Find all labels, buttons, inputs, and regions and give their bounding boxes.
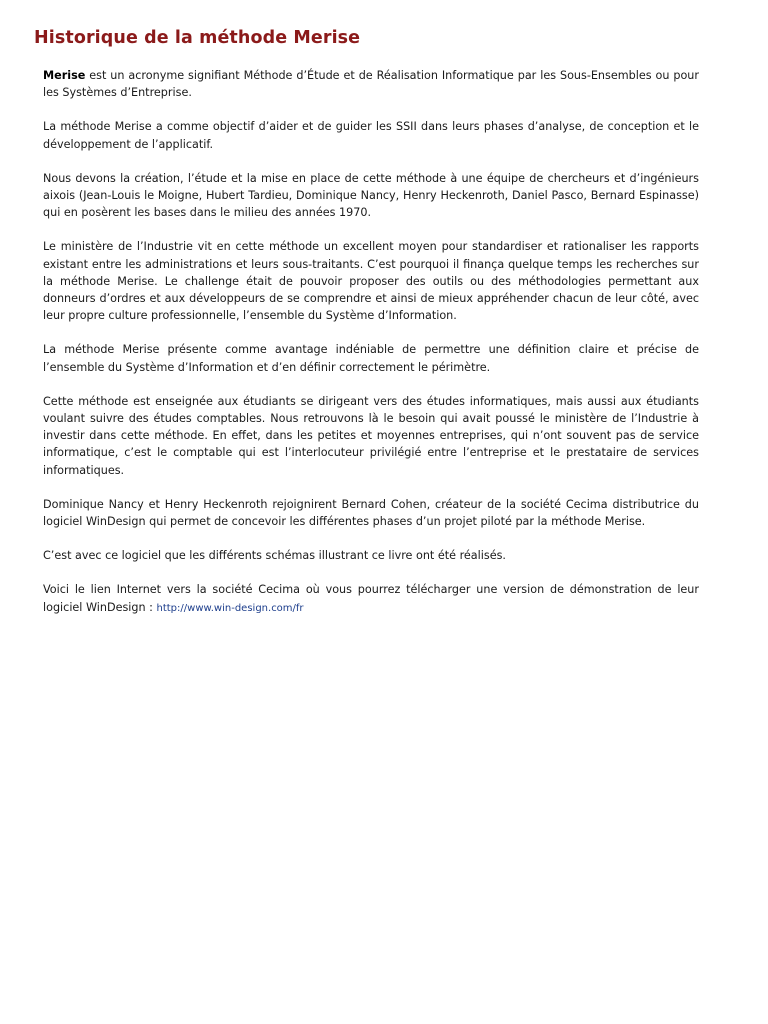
- paragraph-objective: [43, 118, 699, 152]
- paragraph-ministry: [43, 238, 699, 324]
- paragraph-text: Nous devons la création, l’étude et la mise en place de cette méthode à une équipe de chercheurs et d’ingénieurs aixois (Jean-Louis le Moigne, Hubert Tardieu, Dominique Nancy, Henry Heckenroth, Daniel Pasco, Bernard Espinasse) qui en posèrent les bases dans le milieu des années 1970.: [43, 171, 699, 220]
- paragraph-creation: [43, 170, 699, 222]
- paragraph-text: C’est avec ce logiciel que les différents schémas illustrant ce livre ont été réalisés.: [43, 549, 506, 563]
- paragraph-text: Le ministère de l’Industrie vit en cette méthode un excellent moyen pour standardiser et rationaliser les rapports existant entre les administrations et leurs sous-traitants. C’est pourquoi il finança quelque temps les recherches sur la méthode Merise. Le challenge était de pouvoir proposer des outils ou des méthodologies permettant aux donneurs d’ordres et aux développeurs de se comprendre et ainsi de mieux appréhender chacun de leur côté, avec leur propre culture professionnelle, l’ensemble du Système d’Information.: [43, 240, 699, 323]
- paragraph-definition: [43, 67, 699, 101]
- paragraph-text: Voici le lien Internet vers la société Cecima où vous pourrez télécharger une version de démonstration de leur logiciel WinDesign :: [43, 583, 699, 614]
- document-body: [43, 67, 699, 634]
- paragraph-windesign: [43, 496, 699, 530]
- paragraph-text: est un acronyme signifiant Méthode d’Étude et de Réalisation Informatique par les Sous-Ensembles ou pour les Systèmes d’Entreprise.: [43, 69, 699, 100]
- paragraph-text: La méthode Merise présente comme avantage indéniable de permettre une définition claire et précise de l’ensemble du Système d’Information et d’en définir correctement le périmètre.: [43, 343, 699, 374]
- paragraph-text: Dominique Nancy et Henry Heckenroth rejoignirent Bernard Cohen, créateur de la société Cecima distributrice du logiciel WinDesign qui permet de concevoir les différentes phases d’un projet piloté par la méthode Merise.: [43, 497, 699, 529]
- paragraph-advantage: [43, 341, 699, 375]
- paragraph-schemas: [43, 547, 699, 564]
- windesign-link[interactable]: http://www.win-design.com/fr: [156, 602, 304, 614]
- term-merise: Merise: [43, 69, 86, 82]
- paragraph-teaching: [43, 393, 699, 479]
- paragraph-text: Cette méthode est enseignée aux étudiants se dirigeant vers des études informatiques, mais aussi aux étudiants voulant suivre des études comptables. Nous retrouvons là le besoin qui avait poussé le ministère de l’Industrie à investir dans cette méthode. En effet, dans les petites et moyennes entreprises, qui n’ont souvent pas de service informatique, c’est le comptable qui est l’interlocuteur privilégié entre l’entreprise et le prestataire de services informatiques.: [43, 394, 699, 477]
- page-title: Historique de la méthode Merise: [34, 28, 361, 48]
- paragraph-text: La méthode Merise a comme objectif d’aider et de guider les SSII dans leurs phases d’analyse, de conception et le développement de l’applicatif.: [43, 120, 699, 151]
- paragraph-link: [43, 581, 699, 616]
